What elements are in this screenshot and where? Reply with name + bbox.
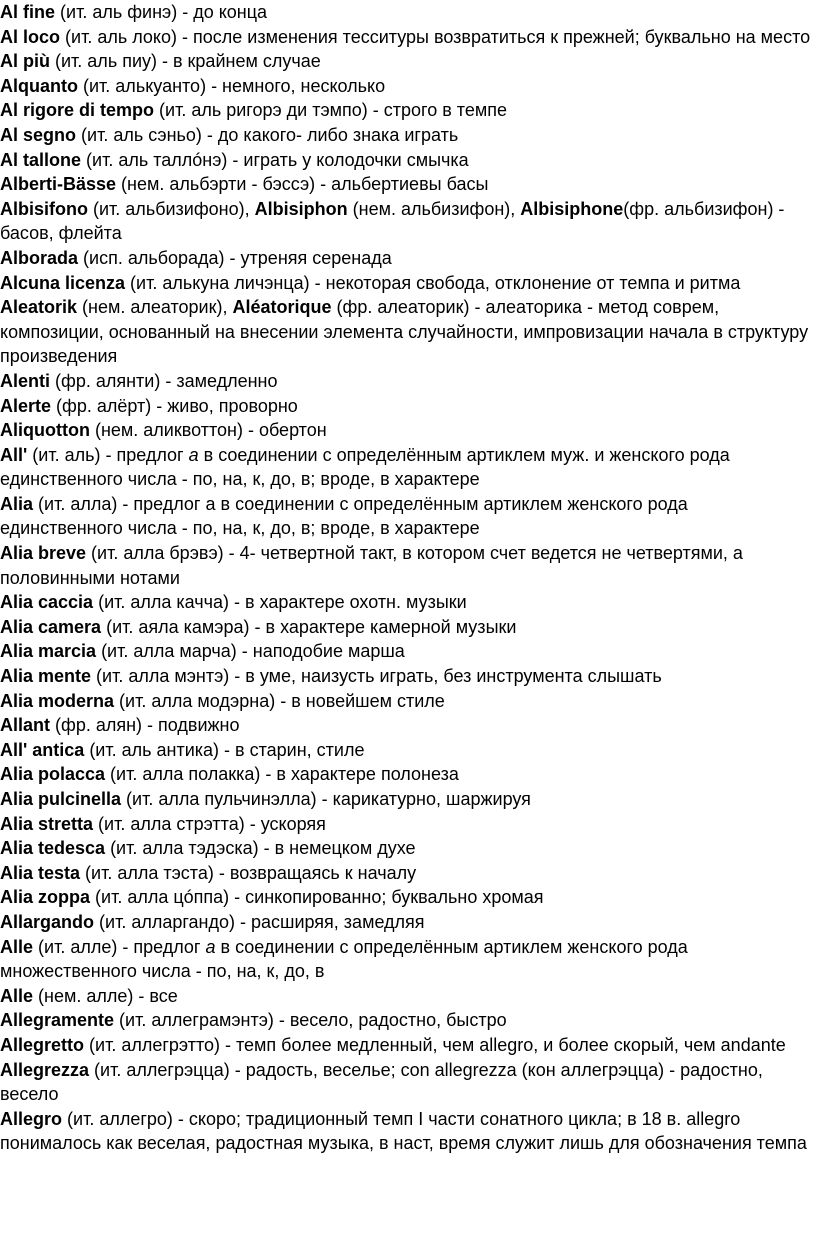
definition: (ит. алла пульчинэлла) - карикатурно, шаржируя bbox=[121, 789, 531, 809]
entry-alia-testa bbox=[0, 861, 812, 886]
entry-alia-breve bbox=[0, 541, 812, 590]
term: Alborada bbox=[0, 247, 79, 268]
entry-all-antica bbox=[0, 738, 812, 763]
definition: (ит. алла мэнтэ) - в уме, наизусть играть, без инструмента слышать bbox=[91, 666, 662, 687]
definition: (фр. алян) - подвижно bbox=[50, 715, 240, 736]
term: Aleatorik bbox=[0, 297, 78, 318]
entry-al-segno bbox=[0, 123, 812, 148]
term: Alia stretta bbox=[0, 813, 94, 834]
term: Aléatorique bbox=[232, 297, 332, 318]
entry-alia-polacca bbox=[0, 762, 812, 787]
definition: (ит. аль сэньо) - до какого- либо знака играть bbox=[76, 124, 459, 145]
term: Alia caccia bbox=[0, 592, 94, 613]
term: Alia zoppa bbox=[0, 887, 91, 908]
entry-alia-camera bbox=[0, 615, 812, 640]
entry-alquanto bbox=[0, 74, 812, 99]
term: Al tallone bbox=[0, 149, 82, 170]
entry-al-rigore-di-tempo bbox=[0, 98, 812, 123]
term: Alle bbox=[0, 936, 34, 957]
definition: (ит. алларгандо) - расширяя, замедляя bbox=[94, 911, 425, 932]
term: Al rigore di tempo bbox=[0, 100, 155, 121]
definition: (фр. альбизифон) - басов, флейта bbox=[0, 198, 785, 244]
definition: (ит. алькуна личэнца) - некоторая свобода, отклонение от темпа и ритма bbox=[125, 272, 741, 293]
definition: (нем. альбизифон), bbox=[347, 198, 521, 219]
definition: (ит. аль пиу) - в крайнем случае bbox=[50, 51, 321, 72]
term: Alerte bbox=[0, 395, 52, 416]
definition: (нем. алле) - все bbox=[33, 985, 178, 1006]
entry-al-piu bbox=[0, 49, 812, 74]
definition: (ит. алькуанто) - немного, несколько bbox=[78, 75, 386, 96]
entry-alle-it bbox=[0, 935, 812, 984]
entry-alerte bbox=[0, 394, 812, 419]
term: Al fine bbox=[0, 2, 56, 22]
definition: (ит. алла стрэтта) - ускоряя bbox=[93, 813, 326, 834]
definition: (ит. алла полакка) - в характере полонеза bbox=[105, 764, 459, 785]
term: Allegro bbox=[0, 1108, 63, 1129]
term: Allargando bbox=[0, 911, 95, 932]
entry-alberti-basse bbox=[0, 172, 812, 197]
entry-alcuna-licenza bbox=[0, 271, 812, 296]
entry-alia bbox=[0, 492, 812, 541]
term: Albisiphone bbox=[520, 198, 624, 219]
term: Aliquotton bbox=[0, 420, 90, 441]
definition: (ит. аль) - предлог bbox=[27, 444, 189, 465]
term: Al segno bbox=[0, 124, 77, 145]
entry-all bbox=[0, 443, 812, 492]
definition: (ит. алла марча) - наподобие марша bbox=[96, 641, 405, 662]
definition: (ит. аллегрэтто) - темп более медленный, чем allegro, и более скорый, чем andante bbox=[84, 1034, 786, 1055]
definition: (ит. алла цóппа) - синкопированно; буквально хромая bbox=[90, 887, 544, 908]
term: Alquanto bbox=[0, 75, 78, 96]
entry-aleatorik bbox=[0, 295, 812, 369]
entry-allegro bbox=[0, 1107, 812, 1156]
entry-alia-zoppa bbox=[0, 885, 812, 910]
entry-al-fine bbox=[0, 0, 812, 25]
definition: (фр. алёрт) - живо, проворно bbox=[51, 395, 298, 416]
entry-alia-marcia bbox=[0, 639, 812, 664]
definition: (нем. альбэрти - бэссэ) - альбертиевы басы bbox=[116, 174, 489, 195]
entry-al-tallone bbox=[0, 148, 812, 173]
term: Alia tedesca bbox=[0, 838, 106, 859]
definition: (ит. алла тэдэска) - в немецком духе bbox=[105, 838, 416, 859]
definition: (ит. аллегрэцца) - радость, веселье; con allegrezza (кон аллегрэцца) - радостно, весело bbox=[0, 1059, 763, 1105]
entry-alle-de bbox=[0, 984, 812, 1009]
term: All' antica bbox=[0, 739, 85, 760]
term: Alenti bbox=[0, 370, 51, 391]
definition: (ит. алла тэста) - возвращаясь к началу bbox=[80, 862, 417, 883]
entry-aliquotton bbox=[0, 418, 812, 443]
entry-alia-tedesca bbox=[0, 836, 812, 861]
term: Alberti-Bässe bbox=[0, 174, 117, 195]
entry-alia-caccia bbox=[0, 590, 812, 615]
definition: (ит. аллеграмэнтэ) - весело, радостно, быстро bbox=[114, 1010, 507, 1031]
term: Allegramente bbox=[0, 1010, 115, 1031]
definition: в соединении с определённым артиклем женского рода множественного числа - по, на, к, до, в bbox=[0, 936, 688, 982]
definition: (ит. аяла камэра) - в характере камерной музыки bbox=[101, 616, 517, 637]
entry-allegramente bbox=[0, 1008, 812, 1033]
italic-word: а bbox=[188, 444, 199, 465]
term: Alia moderna bbox=[0, 690, 115, 711]
entry-alia-stretta bbox=[0, 812, 812, 837]
term: Allegretto bbox=[0, 1034, 85, 1055]
entry-allegrezza bbox=[0, 1058, 812, 1107]
term: Albisiphon bbox=[254, 198, 348, 219]
term: Albisifono bbox=[0, 198, 88, 219]
definition: (нем. алеаторик), bbox=[77, 297, 233, 318]
definition: (ит. аль финэ) - до конца bbox=[55, 2, 268, 22]
entry-allargando bbox=[0, 910, 812, 935]
term: Alia pulcinella bbox=[0, 789, 122, 809]
term: Allegrezza bbox=[0, 1059, 90, 1080]
entry-alborada bbox=[0, 246, 812, 271]
term: Al loco bbox=[0, 26, 61, 47]
term: Alia polacca bbox=[0, 764, 106, 785]
term: Alia camera bbox=[0, 616, 102, 637]
definition: (нем. аликвоттон) - обертон bbox=[89, 420, 327, 441]
term: Allant bbox=[0, 715, 51, 736]
definition: (исп. альборада) - утреняя серенада bbox=[78, 247, 392, 268]
term: Alia bbox=[0, 493, 34, 514]
entry-alia-pulcinella bbox=[0, 787, 812, 812]
term: Alcuna licenza bbox=[0, 272, 126, 293]
term: Alia breve bbox=[0, 543, 87, 564]
definition: (ит. алла брэвэ) - 4- четвертной такт, в котором счет ведется не четвертями, а половинными нотами bbox=[0, 543, 743, 588]
definition: (ит. алле) - предлог bbox=[33, 936, 206, 957]
entry-albisifono bbox=[0, 197, 812, 246]
definition: (фр. алеаторик) - алеаторика - метод соврем, композиции, основанный на внесении элемента случайности, импровизации начала в структуру произведения bbox=[0, 297, 809, 367]
entry-alia-mente bbox=[0, 664, 812, 689]
entry-allant bbox=[0, 713, 812, 738]
entry-allegretto bbox=[0, 1033, 812, 1058]
definition: (ит. аль антика) - в старин, стиле bbox=[84, 739, 365, 760]
term: Alia mente bbox=[0, 666, 92, 687]
italic-word: а bbox=[205, 936, 216, 957]
definition: (ит. алла модэрна) - в новейшем стиле bbox=[114, 690, 445, 711]
definition: (ит. алла качча) - в характере охотн. музыки bbox=[93, 592, 467, 613]
definition: (фр. алянти) - замедленно bbox=[50, 370, 278, 391]
definition: в соединении с определённым артиклем муж. и женского рода единственного числа - по, на, к, до, в; вроде, в характере bbox=[0, 444, 730, 490]
definition: (ит. аль таллóнэ) - играть у колодочки смычка bbox=[81, 149, 469, 170]
definition: (ит. аллегро) - скоро; традиционный темп I части сонатного цикла; в 18 в. allegro понималось как веселая, радостная музыка, в наст, время служит лишь для обозначения темпа bbox=[0, 1108, 807, 1154]
term: Alle bbox=[0, 985, 34, 1006]
definition: (ит. аль ригорэ ди тэмпо) - строго в темпе bbox=[154, 100, 507, 121]
term: Alia marcia bbox=[0, 641, 97, 662]
definition: (ит. альбизифоно), bbox=[88, 198, 255, 219]
entry-alenti bbox=[0, 369, 812, 394]
entry-alia-moderna bbox=[0, 689, 812, 714]
definition: (ит. алла) - предлог а в соединении с определённым артиклем женского рода единственного числа - по, на, к, до, в; вроде, в характере bbox=[0, 493, 688, 539]
definition: (ит. аль локо) - после изменения тесситуры возвратиться к прежней; буквально на место bbox=[60, 26, 811, 47]
entry-al-loco bbox=[0, 25, 812, 50]
term: All' bbox=[0, 444, 28, 465]
term: Al più bbox=[0, 51, 50, 72]
term: Alia testa bbox=[0, 862, 81, 883]
